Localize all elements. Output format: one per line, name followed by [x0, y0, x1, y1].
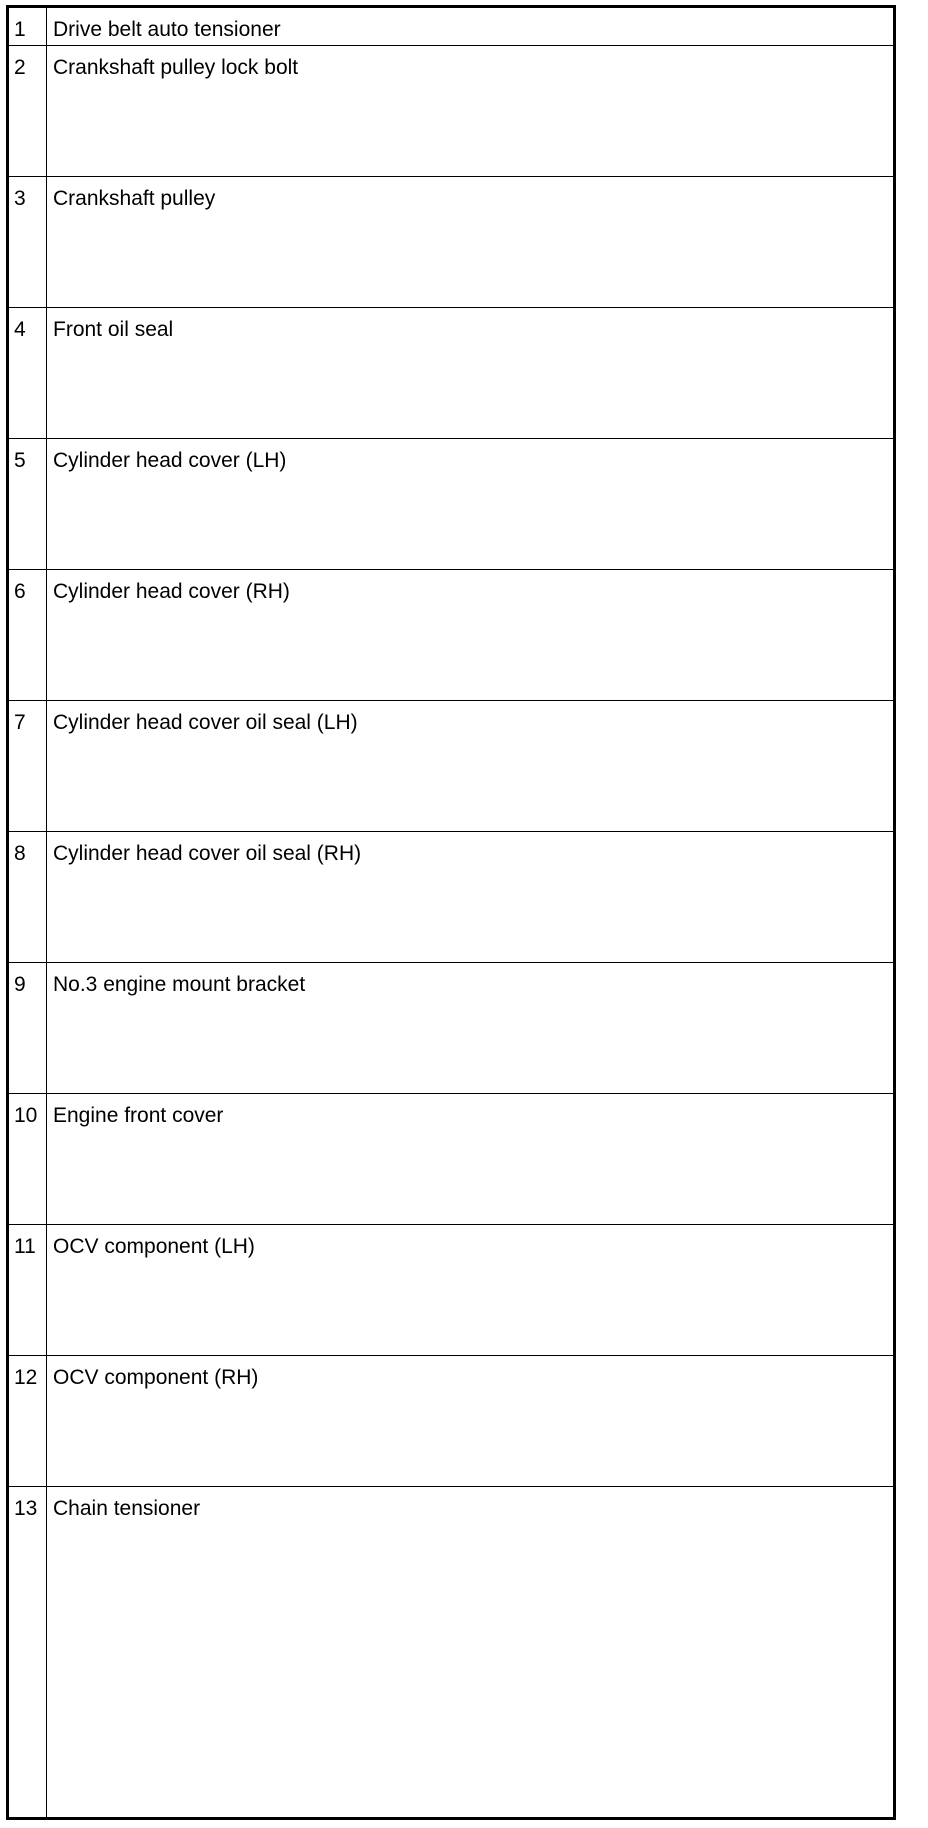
row-number: 12 — [9, 1356, 47, 1486]
row-number: 11 — [9, 1225, 47, 1355]
table-row — [9, 8, 893, 45]
row-number: 4 — [9, 308, 47, 438]
table-row — [9, 831, 893, 962]
row-number: 10 — [9, 1094, 47, 1224]
row-number: 1 — [9, 8, 47, 45]
row-label: Drive belt auto tensioner — [53, 18, 281, 41]
table-row — [9, 438, 893, 569]
table-row — [9, 45, 893, 176]
table-row — [9, 1355, 893, 1486]
table-row — [9, 1224, 893, 1355]
row-number: 2 — [9, 46, 47, 176]
row-label: Crankshaft pulley lock bolt — [53, 56, 299, 79]
table-row — [9, 1486, 893, 1817]
row-number: 6 — [9, 570, 47, 700]
row-label: OCV component (LH) — [53, 1235, 255, 1258]
table-row — [9, 1093, 893, 1224]
row-number: 3 — [9, 177, 47, 307]
row-label: Engine front cover — [53, 1104, 224, 1127]
row-label: Cylinder head cover oil seal (RH) — [53, 842, 362, 865]
table-row — [9, 176, 893, 307]
row-label: No.3 engine mount bracket — [53, 973, 306, 996]
row-label: Cylinder head cover oil seal (LH) — [53, 711, 358, 734]
row-label: Crankshaft pulley — [53, 187, 216, 210]
row-label: Cylinder head cover (RH) — [53, 580, 290, 603]
row-label: OCV component (RH) — [53, 1366, 259, 1389]
row-number: 13 — [9, 1487, 47, 1817]
row-label: Cylinder head cover (LH) — [53, 449, 287, 472]
table-row — [9, 307, 893, 438]
table-row — [9, 962, 893, 1093]
row-number: 7 — [9, 701, 47, 831]
row-number: 8 — [9, 832, 47, 962]
table-row — [9, 569, 893, 700]
row-number: 5 — [9, 439, 47, 569]
parts-table — [6, 5, 896, 1820]
row-number: 9 — [9, 963, 47, 1093]
row-label: Front oil seal — [53, 318, 174, 341]
row-label: Chain tensioner — [53, 1497, 201, 1520]
table-row — [9, 700, 893, 831]
parts-table-rows — [9, 8, 893, 1817]
